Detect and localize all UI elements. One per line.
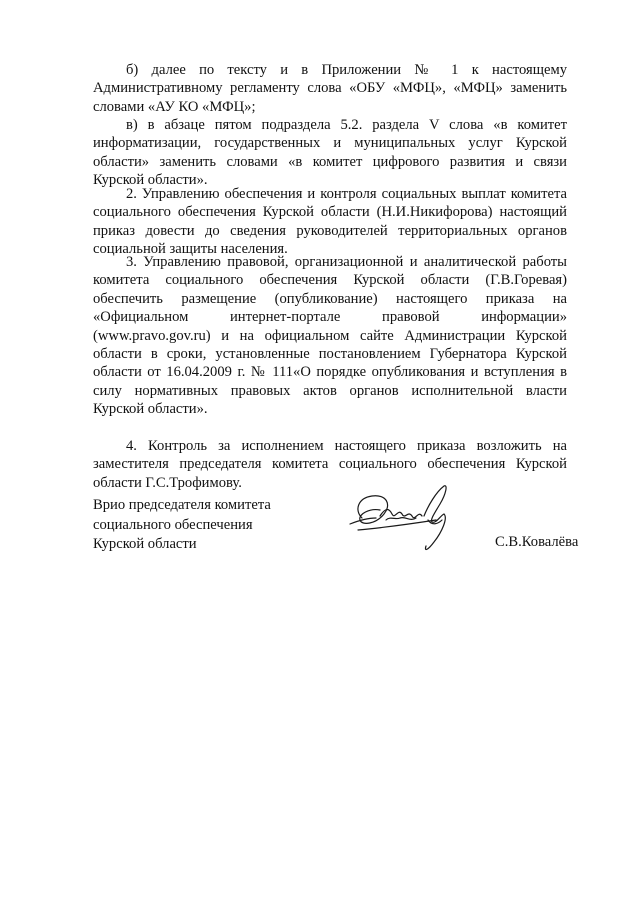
signatory-title — [93, 496, 271, 555]
signatory-title-line-3: Курской области — [93, 536, 197, 552]
signatory-title-line-1: Врио председателя комитета — [93, 497, 271, 513]
signatory-title-line-2: социального обеспечения — [93, 516, 253, 533]
paragraph-3: 3. Управлению правовой, организационной и аналитической работы комитета социального обеспечения Курской области (Г.В.Горевая) обеспечить размещение (опубликование) настоящего приказа на «Официальном интернет-портале правовой информации» (www.pravo.gov.ru) и на официальном сайте Администрации Курской области в сроки, установленные постановлением Губернатора Курской области от 16.04.2009 г. № 111«О порядке опубликования и вступления в силу нормативных правовых актов органов исполнительной власти Курской области». — [93, 254, 567, 418]
handwritten-signature — [340, 480, 480, 560]
paragraph-1b: б) далее по тексту и в Приложении № 1 к настоящему Административному регламенту слова «ОБУ «МФЦ», «МФЦ» заменить словами «АУ КО «МФЦ»; — [93, 62, 567, 115]
signatory-name: С.В.Ковалёва — [495, 534, 579, 550]
paragraph-1v: в) в абзаце пятом подраздела 5.2. раздела V слова «в комитет информатизации, государственных и муниципальных услуг Курской области» заменить словами «в комитет цифрового развития и связи Курской области». — [93, 117, 567, 189]
paragraph-4: 4. Контроль за исполнением настоящего приказа возложить на заместителя председателя комитета социального обеспечения Курской области Г.С.Трофимову. — [93, 438, 567, 491]
paragraph-2: 2. Управлению обеспечения и контроля социальных выплат комитета социального обеспечения Курской области (Н.И.Никифорова) настоящий приказ довести до сведения руководителей территориальных органов социальной защиты населения. — [93, 186, 567, 258]
